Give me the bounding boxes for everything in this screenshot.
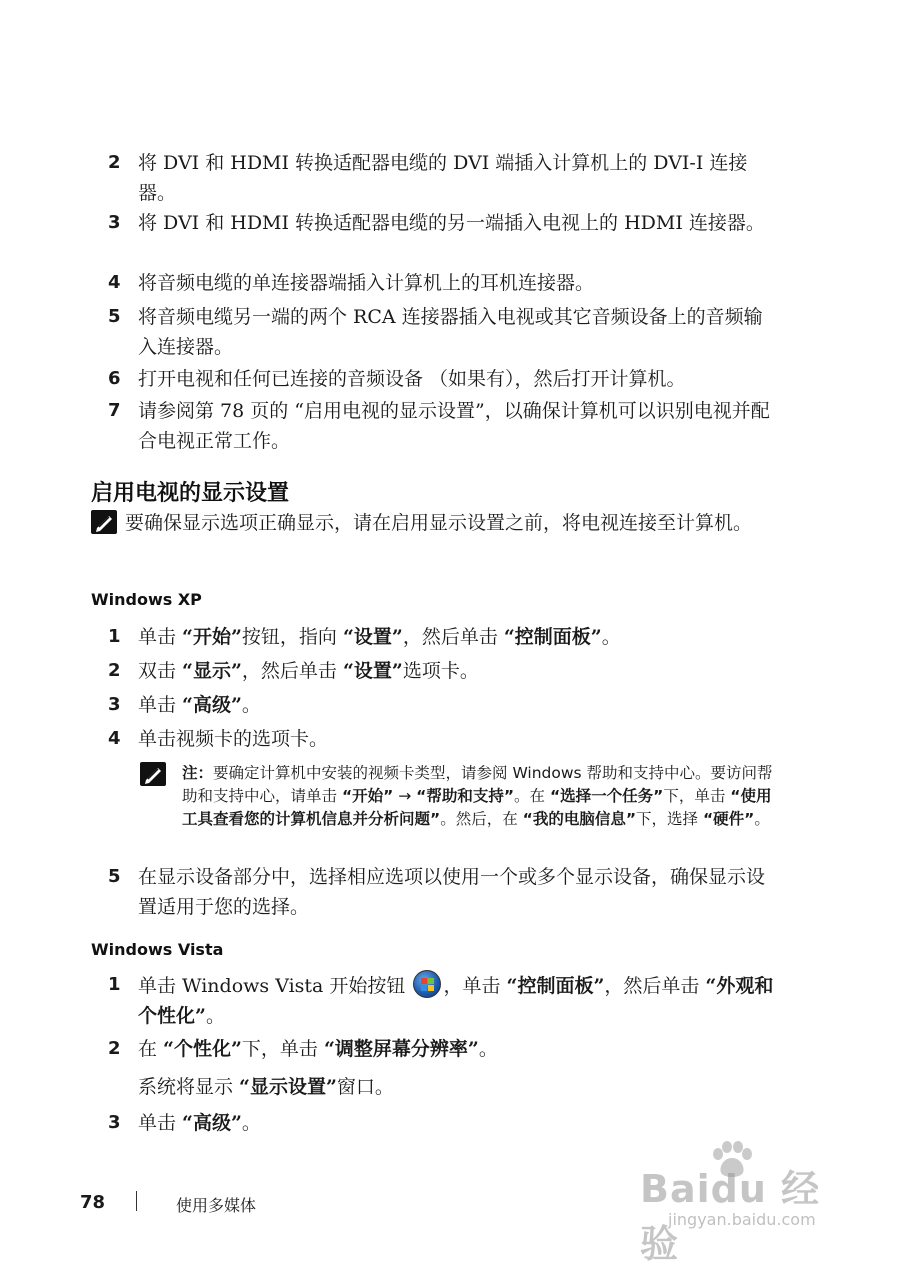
step-number: 1	[108, 626, 121, 647]
watermark-logo: Baidu 经验	[640, 1167, 821, 1266]
step-number: 3	[108, 212, 121, 233]
step-text: 将 DVI 和 HDMI 转换适配器电缆的另一端插入电视上的 HDMI 连接器。	[138, 212, 765, 234]
windows-vista-heading: Windows Vista	[91, 940, 224, 959]
step-text: 在显示设备部分中，选择相应选项以使用一个或多个显示设备，确保显示设置适用于您的选择。	[138, 866, 766, 918]
step-text: 单击 “开始”按钮，指向 “设置”，然后单击 “控制面板”。	[138, 626, 621, 648]
step-number: 7	[108, 400, 121, 421]
step-number: 2	[108, 1038, 121, 1059]
section-note	[91, 508, 781, 538]
step-number: 2	[108, 152, 121, 173]
footer-chapter-title: 使用多媒体	[176, 1196, 257, 1215]
step-text: 单击 “高级”。	[138, 694, 261, 716]
step-number: 3	[108, 694, 121, 715]
baidu-watermark	[640, 1140, 850, 1266]
note-pencil-icon	[91, 510, 117, 534]
footer-divider	[136, 1191, 137, 1211]
note-pencil-icon	[140, 762, 166, 786]
step-text: 单击 “高级”。	[138, 1112, 261, 1134]
step-number: 3	[108, 1112, 121, 1133]
step-number: 1	[108, 974, 121, 995]
step-text: 将音频电缆另一端的两个 RCA 连接器插入电视或其它音频设备上的音频输入连接器。	[138, 306, 763, 358]
watermark-url: jingyan.baidu.com	[668, 1210, 816, 1229]
windows-start-orb-icon	[413, 970, 441, 998]
step-text: 双击 “显示”，然后单击 “设置”选项卡。	[138, 660, 479, 682]
step-text: 请参阅第 78 页的 “启用电视的显示设置”，以确保计算机可以识别电视并配合电视正常工作。	[138, 400, 770, 452]
step-number: 5	[108, 306, 121, 327]
step-number: 2	[108, 660, 121, 681]
step-number: 6	[108, 368, 121, 389]
step-text: 将音频电缆的单连接器端插入计算机上的耳机连接器。	[138, 272, 595, 294]
step-number: 4	[108, 728, 121, 749]
step-number: 4	[108, 272, 121, 293]
step-text: 在 “个性化”下，单击 “调整屏幕分辨率”。	[138, 1038, 498, 1060]
section-title: 启用电视的显示设置	[91, 481, 290, 506]
page-number: 78	[80, 1192, 106, 1213]
vista-step-2-result: 系统将显示 “显示设置”窗口。	[138, 1076, 394, 1098]
step-text: 打开电视和任何已连接的音频设备 （如果有），然后打开计算机。	[138, 368, 686, 390]
step-text: 单击视频卡的选项卡。	[138, 728, 329, 750]
step-text: 单击 Windows Vista 开始按钮 ，单击 “控制面板”，然后单击 “外观和个性化”。	[138, 970, 778, 1031]
step-number: 5	[108, 866, 121, 887]
section-note-text: 要确保显示选项正确显示，请在启用显示设置之前，将电视连接至计算机。	[125, 512, 753, 534]
windows-xp-heading: Windows XP	[91, 590, 202, 609]
xp-note: 注：要确定计算机中安装的视频卡类型，请参阅 Windows 帮助和支持中心。要访问帮助和支持中心，请单击 “开始” → “帮助和支持”。在 “选择一个任务”下，单击 “使用工具查看您的计算机信息并分析问题”。然后，在 “我的电脑信息”下，选择 “硬件”。	[182, 764, 773, 828]
step-text: 将 DVI 和 HDMI 转换适配器电缆的 DVI 端插入计算机上的 DVI-I 连接器。	[138, 152, 748, 204]
